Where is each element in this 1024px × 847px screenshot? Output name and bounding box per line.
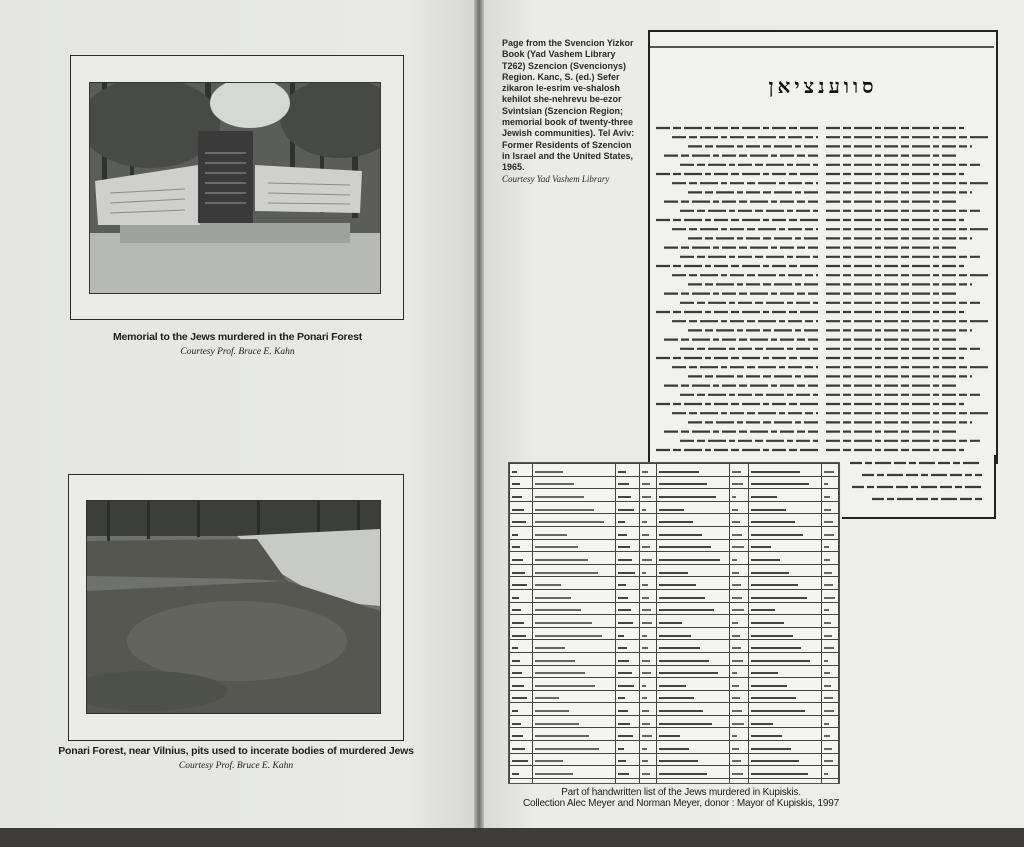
- handwritten-cell: [748, 489, 821, 502]
- handwritten-cell: [730, 476, 749, 489]
- handwritten-cell: [656, 778, 729, 784]
- handwritten-cell: [640, 589, 657, 602]
- handwritten-cell: [615, 526, 640, 539]
- yizkor-book-page-bottom: [842, 455, 996, 519]
- handwritten-cell: [748, 501, 821, 514]
- handwritten-cell: [615, 615, 640, 628]
- handwritten-cell: [748, 703, 821, 716]
- handwritten-cell: [510, 778, 533, 784]
- handwritten-cell: [822, 652, 839, 665]
- handwritten-cell: [656, 564, 729, 577]
- handwritten-cell: [748, 577, 821, 590]
- handwritten-caption: [486, 787, 876, 809]
- handwritten-cell: [730, 589, 749, 602]
- handwritten-cell: [640, 577, 657, 590]
- handwritten-cell: [532, 690, 615, 703]
- handwritten-cell: [532, 476, 615, 489]
- handwritten-list-image: [508, 462, 840, 784]
- handwritten-cell: [532, 464, 615, 477]
- handwritten-cell: [615, 766, 640, 779]
- handwritten-cell: [615, 778, 640, 784]
- handwritten-cell: [640, 489, 657, 502]
- handwritten-cell: [730, 489, 749, 502]
- handwritten-row: [510, 539, 839, 552]
- handwritten-cell: [532, 602, 615, 615]
- handwritten-cell: [510, 766, 533, 779]
- handwritten-cell: [748, 464, 821, 477]
- memorial-caption: [60, 327, 415, 357]
- ponari-forest-photo: [86, 500, 381, 714]
- handwritten-cell: [640, 627, 657, 640]
- handwritten-cell: [822, 665, 839, 678]
- memorial-photo: [89, 82, 381, 294]
- handwritten-cell: [822, 753, 839, 766]
- handwritten-cell: [748, 728, 821, 741]
- handwritten-row: [510, 766, 839, 779]
- handwritten-cell: [640, 564, 657, 577]
- handwritten-cell: [510, 602, 533, 615]
- handwritten-cell: [615, 665, 640, 678]
- handwritten-cell: [730, 678, 749, 691]
- handwritten-cell: [748, 778, 821, 784]
- handwritten-cell: [510, 627, 533, 640]
- handwritten-cell: [656, 489, 729, 502]
- handwritten-cell: [730, 526, 749, 539]
- handwritten-cell: [640, 715, 657, 728]
- handwritten-cell: [510, 753, 533, 766]
- handwritten-cell: [656, 476, 729, 489]
- handwritten-cell: [510, 665, 533, 678]
- handwritten-cell: [510, 526, 533, 539]
- handwritten-cell: [656, 703, 729, 716]
- memorial-credit: Courtesy Prof. Bruce E. Kahn: [180, 347, 295, 357]
- handwritten-cell: [748, 552, 821, 565]
- handwritten-cell: [532, 678, 615, 691]
- handwritten-cell: [656, 615, 729, 628]
- handwritten-cell: [615, 753, 640, 766]
- handwritten-cell: [730, 690, 749, 703]
- handwritten-cell: [532, 489, 615, 502]
- handwritten-cell: [532, 539, 615, 552]
- handwritten-cell: [822, 766, 839, 779]
- handwritten-row: [510, 715, 839, 728]
- handwritten-cell: [730, 615, 749, 628]
- handwritten-cell: [532, 526, 615, 539]
- handwritten-cell: [640, 678, 657, 691]
- handwritten-cell: [730, 665, 749, 678]
- handwritten-cell: [510, 678, 533, 691]
- handwritten-cell: [656, 577, 729, 590]
- handwritten-cell: [532, 615, 615, 628]
- handwritten-cell: [510, 615, 533, 628]
- handwritten-cell: [510, 564, 533, 577]
- handwritten-cell: [822, 728, 839, 741]
- handwritten-cell: [730, 778, 749, 784]
- handwritten-cell: [656, 539, 729, 552]
- handwritten-cell: [615, 678, 640, 691]
- handwritten-cell: [510, 489, 533, 502]
- handwritten-cell: [730, 464, 749, 477]
- handwritten-row: [510, 526, 839, 539]
- handwritten-cell: [532, 501, 615, 514]
- handwritten-cell: [730, 627, 749, 640]
- handwritten-cell: [656, 728, 729, 741]
- handwritten-cell: [730, 564, 749, 577]
- handwritten-row: [510, 665, 839, 678]
- handwritten-cell: [532, 640, 615, 653]
- ponari-caption: [40, 741, 432, 771]
- handwritten-cell: [640, 526, 657, 539]
- handwritten-cell: [532, 728, 615, 741]
- handwritten-cell: [748, 766, 821, 779]
- handwritten-row: [510, 464, 839, 477]
- handwritten-cell: [730, 715, 749, 728]
- handwritten-row: [510, 690, 839, 703]
- handwritten-cell: [510, 640, 533, 653]
- handwritten-cell: [615, 703, 640, 716]
- book-gutter: [474, 0, 484, 847]
- handwritten-cell: [640, 539, 657, 552]
- handwritten-row: [510, 627, 839, 640]
- handwritten-cell: [822, 778, 839, 784]
- handwritten-cell: [615, 652, 640, 665]
- handwritten-cell: [822, 489, 839, 502]
- handwritten-cell: [640, 741, 657, 754]
- handwritten-cell: [532, 778, 615, 784]
- handwritten-row: [510, 678, 839, 691]
- handwritten-cell: [532, 753, 615, 766]
- handwritten-cell: [822, 715, 839, 728]
- handwritten-cell: [615, 640, 640, 653]
- yizkor-source-note: [502, 38, 638, 185]
- handwritten-cell: [748, 539, 821, 552]
- handwritten-cell: [656, 678, 729, 691]
- handwritten-cell: [748, 514, 821, 527]
- handwritten-cell: [640, 703, 657, 716]
- handwritten-cell: [730, 766, 749, 779]
- handwritten-cell: [615, 564, 640, 577]
- handwritten-cell: [822, 514, 839, 527]
- handwritten-cell: [615, 602, 640, 615]
- handwritten-cell: [656, 753, 729, 766]
- handwritten-cell: [748, 476, 821, 489]
- handwritten-row: [510, 615, 839, 628]
- handwritten-cell: [748, 640, 821, 653]
- handwritten-cell: [532, 589, 615, 602]
- handwritten-cell: [822, 703, 839, 716]
- handwritten-cell: [510, 741, 533, 754]
- handwritten-row: [510, 652, 839, 665]
- handwritten-cell: [748, 602, 821, 615]
- handwritten-cell: [615, 627, 640, 640]
- handwritten-cell: [730, 501, 749, 514]
- handwritten-cell: [656, 552, 729, 565]
- handwritten-cell: [510, 589, 533, 602]
- handwritten-cell: [748, 690, 821, 703]
- handwritten-cell: [730, 652, 749, 665]
- handwritten-cell: [656, 514, 729, 527]
- handwritten-cell: [748, 589, 821, 602]
- handwritten-cell: [656, 589, 729, 602]
- handwritten-cell: [730, 539, 749, 552]
- handwritten-cell: [640, 640, 657, 653]
- handwritten-cell: [615, 464, 640, 477]
- handwritten-cell: [640, 766, 657, 779]
- handwritten-cell: [640, 753, 657, 766]
- handwritten-row: [510, 640, 839, 653]
- handwritten-cell: [822, 627, 839, 640]
- handwritten-cell: [615, 690, 640, 703]
- handwritten-cell: [532, 766, 615, 779]
- handwritten-cell: [748, 615, 821, 628]
- handwritten-row: [510, 501, 839, 514]
- handwritten-cell: [615, 514, 640, 527]
- yizkor-source-text: Page from the Svencion Yizkor Book (Yad Vashem Library T262) Szencion (Svencionys) Region. Kanc, S. (ed.) Sefer zikaron le-esrim ve-shalosh kehilot she-nehrevu be-ezor Svintsian (Szencion Region; memorial book of twenty-three Jewish communities). Tel Aviv: Former Residents of Szencion in Israel and the United States, 1965.: [502, 38, 635, 173]
- handwritten-cell: [748, 678, 821, 691]
- handwritten-cell: [730, 577, 749, 590]
- handwritten-cell: [532, 665, 615, 678]
- handwritten-cell: [748, 753, 821, 766]
- handwritten-cell: [532, 514, 615, 527]
- page-bottom-shadow: [0, 828, 1024, 847]
- handwritten-cell: [748, 715, 821, 728]
- handwritten-cell: [510, 464, 533, 477]
- handwritten-cell: [730, 703, 749, 716]
- handwritten-cell: [656, 652, 729, 665]
- handwritten-cell: [730, 640, 749, 653]
- handwritten-cell: [615, 589, 640, 602]
- memorial-caption-text: Memorial to the Jews murdered in the Ponari Forest: [112, 331, 363, 343]
- handwritten-cell: [532, 715, 615, 728]
- handwritten-cell: [656, 766, 729, 779]
- handwritten-cell: [822, 615, 839, 628]
- handwritten-row: [510, 514, 839, 527]
- handwritten-cell: [640, 690, 657, 703]
- handwritten-cell: [510, 476, 533, 489]
- handwritten-cell: [730, 602, 749, 615]
- handwritten-cell: [640, 501, 657, 514]
- ponari-caption-text: Ponari Forest, near Vilnius, pits used to incerate bodies of murdered Jews: [58, 745, 414, 757]
- handwritten-row: [510, 589, 839, 602]
- handwritten-cell: [748, 526, 821, 539]
- handwritten-cell: [510, 539, 533, 552]
- handwritten-cell: [748, 741, 821, 754]
- handwritten-cell: [656, 526, 729, 539]
- handwritten-cell: [532, 577, 615, 590]
- handwritten-cell: [822, 577, 839, 590]
- handwritten-cell: [748, 652, 821, 665]
- handwritten-cell: [656, 640, 729, 653]
- handwritten-cell: [656, 627, 729, 640]
- ponari-credit: Courtesy Prof. Bruce E. Kahn: [178, 761, 294, 771]
- handwritten-cell: [510, 514, 533, 527]
- handwritten-cell: [510, 690, 533, 703]
- handwritten-row: [510, 552, 839, 565]
- handwritten-cell: [822, 464, 839, 477]
- yizkor-book-page: [648, 30, 998, 464]
- handwritten-cell: [640, 652, 657, 665]
- handwritten-row: [510, 741, 839, 754]
- handwritten-row: [510, 489, 839, 502]
- handwritten-cell: [822, 539, 839, 552]
- handwritten-cell: [640, 476, 657, 489]
- handwritten-cell: [822, 589, 839, 602]
- handwritten-cell: [615, 577, 640, 590]
- handwritten-row: [510, 728, 839, 741]
- handwritten-cell: [730, 514, 749, 527]
- handwritten-cell: [615, 728, 640, 741]
- handwritten-cell: [615, 489, 640, 502]
- handwritten-cell: [656, 602, 729, 615]
- handwritten-row: [510, 703, 839, 716]
- handwritten-cell: [656, 715, 729, 728]
- handwritten-cell: [730, 741, 749, 754]
- handwritten-cell: [532, 564, 615, 577]
- handwritten-cell: [640, 602, 657, 615]
- handwritten-cell: [640, 552, 657, 565]
- handwritten-cell: [822, 678, 839, 691]
- handwritten-cell: [640, 665, 657, 678]
- yizkor-source-credit: Courtesy Yad Vashem Library: [502, 173, 610, 184]
- handwritten-cell: [532, 627, 615, 640]
- handwritten-cell: [822, 526, 839, 539]
- handwritten-cell: [640, 728, 657, 741]
- handwritten-row: [510, 778, 839, 784]
- handwritten-cell: [730, 552, 749, 565]
- handwritten-cell: [822, 501, 839, 514]
- handwritten-cell: [510, 652, 533, 665]
- handwritten-cell: [532, 652, 615, 665]
- handwritten-cell: [615, 501, 640, 514]
- yizkor-title: סווענציאן: [768, 74, 878, 98]
- handwritten-cell: [822, 564, 839, 577]
- handwritten-cell: [656, 690, 729, 703]
- handwritten-cell: [822, 690, 839, 703]
- handwritten-cell: [615, 741, 640, 754]
- handwritten-cell: [822, 741, 839, 754]
- handwritten-cell: [748, 564, 821, 577]
- handwritten-cell: [532, 741, 615, 754]
- handwritten-cell: [510, 728, 533, 741]
- handwritten-cell: [656, 501, 729, 514]
- handwritten-cell: [822, 476, 839, 489]
- handwritten-caption-line1: Part of handwritten list of the Jews murdered in Kupiskis.: [561, 787, 801, 798]
- handwritten-cell: [656, 665, 729, 678]
- handwritten-cell: [640, 778, 657, 784]
- handwritten-cell: [615, 476, 640, 489]
- handwritten-cell: [748, 627, 821, 640]
- handwritten-cell: [532, 703, 615, 716]
- handwritten-row: [510, 564, 839, 577]
- handwritten-cell: [730, 753, 749, 766]
- handwritten-row: [510, 602, 839, 615]
- handwritten-row: [510, 476, 839, 489]
- handwritten-cell: [656, 464, 729, 477]
- handwritten-cell: [822, 602, 839, 615]
- handwritten-cell: [510, 501, 533, 514]
- handwritten-cell: [730, 728, 749, 741]
- handwritten-cell: [532, 552, 615, 565]
- handwritten-cell: [640, 615, 657, 628]
- handwritten-cell: [510, 552, 533, 565]
- handwritten-row: [510, 577, 839, 590]
- handwritten-cell: [615, 539, 640, 552]
- handwritten-cell: [640, 514, 657, 527]
- handwritten-cell: [510, 577, 533, 590]
- handwritten-caption-line2: Collection Alec Meyer and Norman Meyer, donor : Mayor of Kupiskis, 1997: [523, 798, 839, 809]
- handwritten-cell: [615, 552, 640, 565]
- handwritten-cell: [510, 703, 533, 716]
- handwritten-cell: [510, 715, 533, 728]
- yizkor-text-block: [650, 32, 996, 464]
- handwritten-cell: [822, 552, 839, 565]
- handwritten-cell: [615, 715, 640, 728]
- handwritten-cell: [748, 665, 821, 678]
- handwritten-cell: [640, 464, 657, 477]
- handwritten-row: [510, 753, 839, 766]
- handwritten-cell: [656, 741, 729, 754]
- handwritten-cell: [822, 640, 839, 653]
